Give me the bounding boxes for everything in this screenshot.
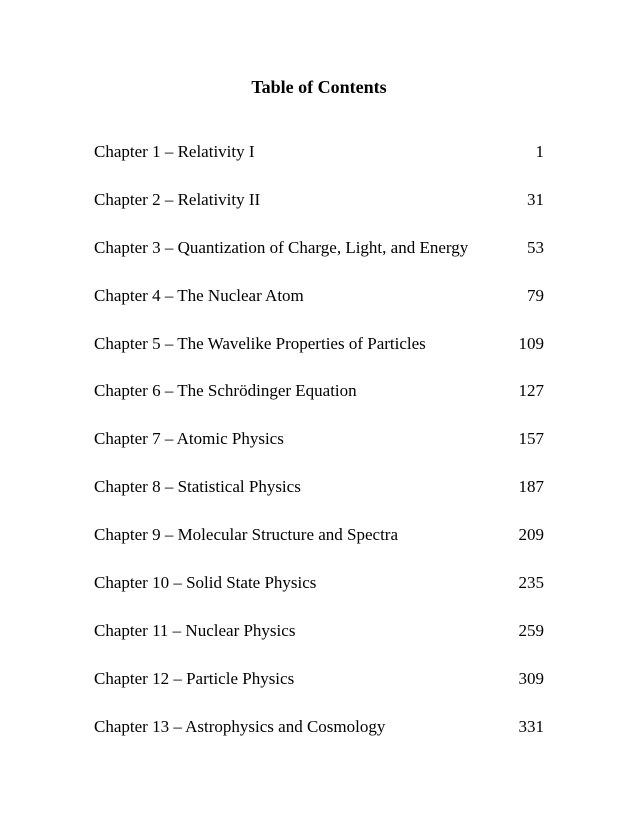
toc-entry-chapter-5 (94, 333, 544, 355)
toc-entry-page-number: 31 (527, 190, 544, 209)
toc-entry-label: Chapter 2 – Relativity II (94, 190, 261, 209)
toc-entry-label: Chapter 11 – Nuclear Physics (94, 621, 296, 640)
toc-entry-label: Chapter 1 – Relativity I (94, 142, 255, 161)
toc-entry-chapter-11 (94, 620, 544, 642)
toc-entry-label: Chapter 8 – Statistical Physics (94, 477, 301, 496)
toc-entry-label: Chapter 12 – Particle Physics (94, 669, 295, 688)
toc-entry-page-number: 235 (518, 573, 544, 592)
toc-entry-chapter-10 (94, 572, 544, 594)
toc-entry-label: Chapter 9 – Molecular Structure and Spectra (94, 525, 399, 544)
toc-entry-chapter-2 (94, 189, 544, 211)
toc-entry-label: Chapter 6 – The Schrödinger Equation (94, 381, 357, 400)
toc-entry-label: Chapter 3 – Quantization of Charge, Light, and Energy (94, 238, 469, 257)
toc-entry-label: Chapter 7 – Atomic Physics (94, 429, 284, 448)
toc-entry-page-number: 259 (518, 621, 544, 640)
toc-entry-page-number: 209 (518, 525, 544, 544)
toc-entry-chapter-13 (94, 716, 544, 738)
toc-entry-label: Chapter 5 – The Wavelike Properties of Particles (94, 334, 426, 353)
toc-entry-chapter-6 (94, 380, 544, 402)
toc-entry-page-number: 109 (518, 334, 544, 353)
toc-entry-chapter-9 (94, 524, 544, 546)
toc-entry-page-number: 309 (518, 669, 544, 688)
toc-entry-page-number: 331 (518, 717, 544, 736)
toc-entry-page-number: 127 (518, 381, 544, 400)
toc-entry-page-number: 1 (535, 142, 544, 161)
toc-entry-chapter-3 (94, 237, 544, 259)
toc-entry-label: Chapter 4 – The Nuclear Atom (94, 286, 304, 305)
toc-entry-chapter-12 (94, 668, 544, 690)
toc-entry-page-number: 187 (518, 477, 544, 496)
toc-entry-chapter-4 (94, 285, 544, 307)
toc-entry-page-number: 157 (518, 429, 544, 448)
toc-entry-chapter-1 (94, 141, 544, 163)
page-title: Table of Contents (251, 77, 387, 97)
toc-entry-page-number: 53 (527, 238, 544, 257)
toc-entry-label: Chapter 10 – Solid State Physics (94, 573, 317, 592)
toc-entry-chapter-7 (94, 428, 544, 450)
toc-entry-chapter-8 (94, 476, 544, 498)
toc-entry-label: Chapter 13 – Astrophysics and Cosmology (94, 717, 386, 736)
toc-entry-page-number: 79 (527, 286, 544, 305)
